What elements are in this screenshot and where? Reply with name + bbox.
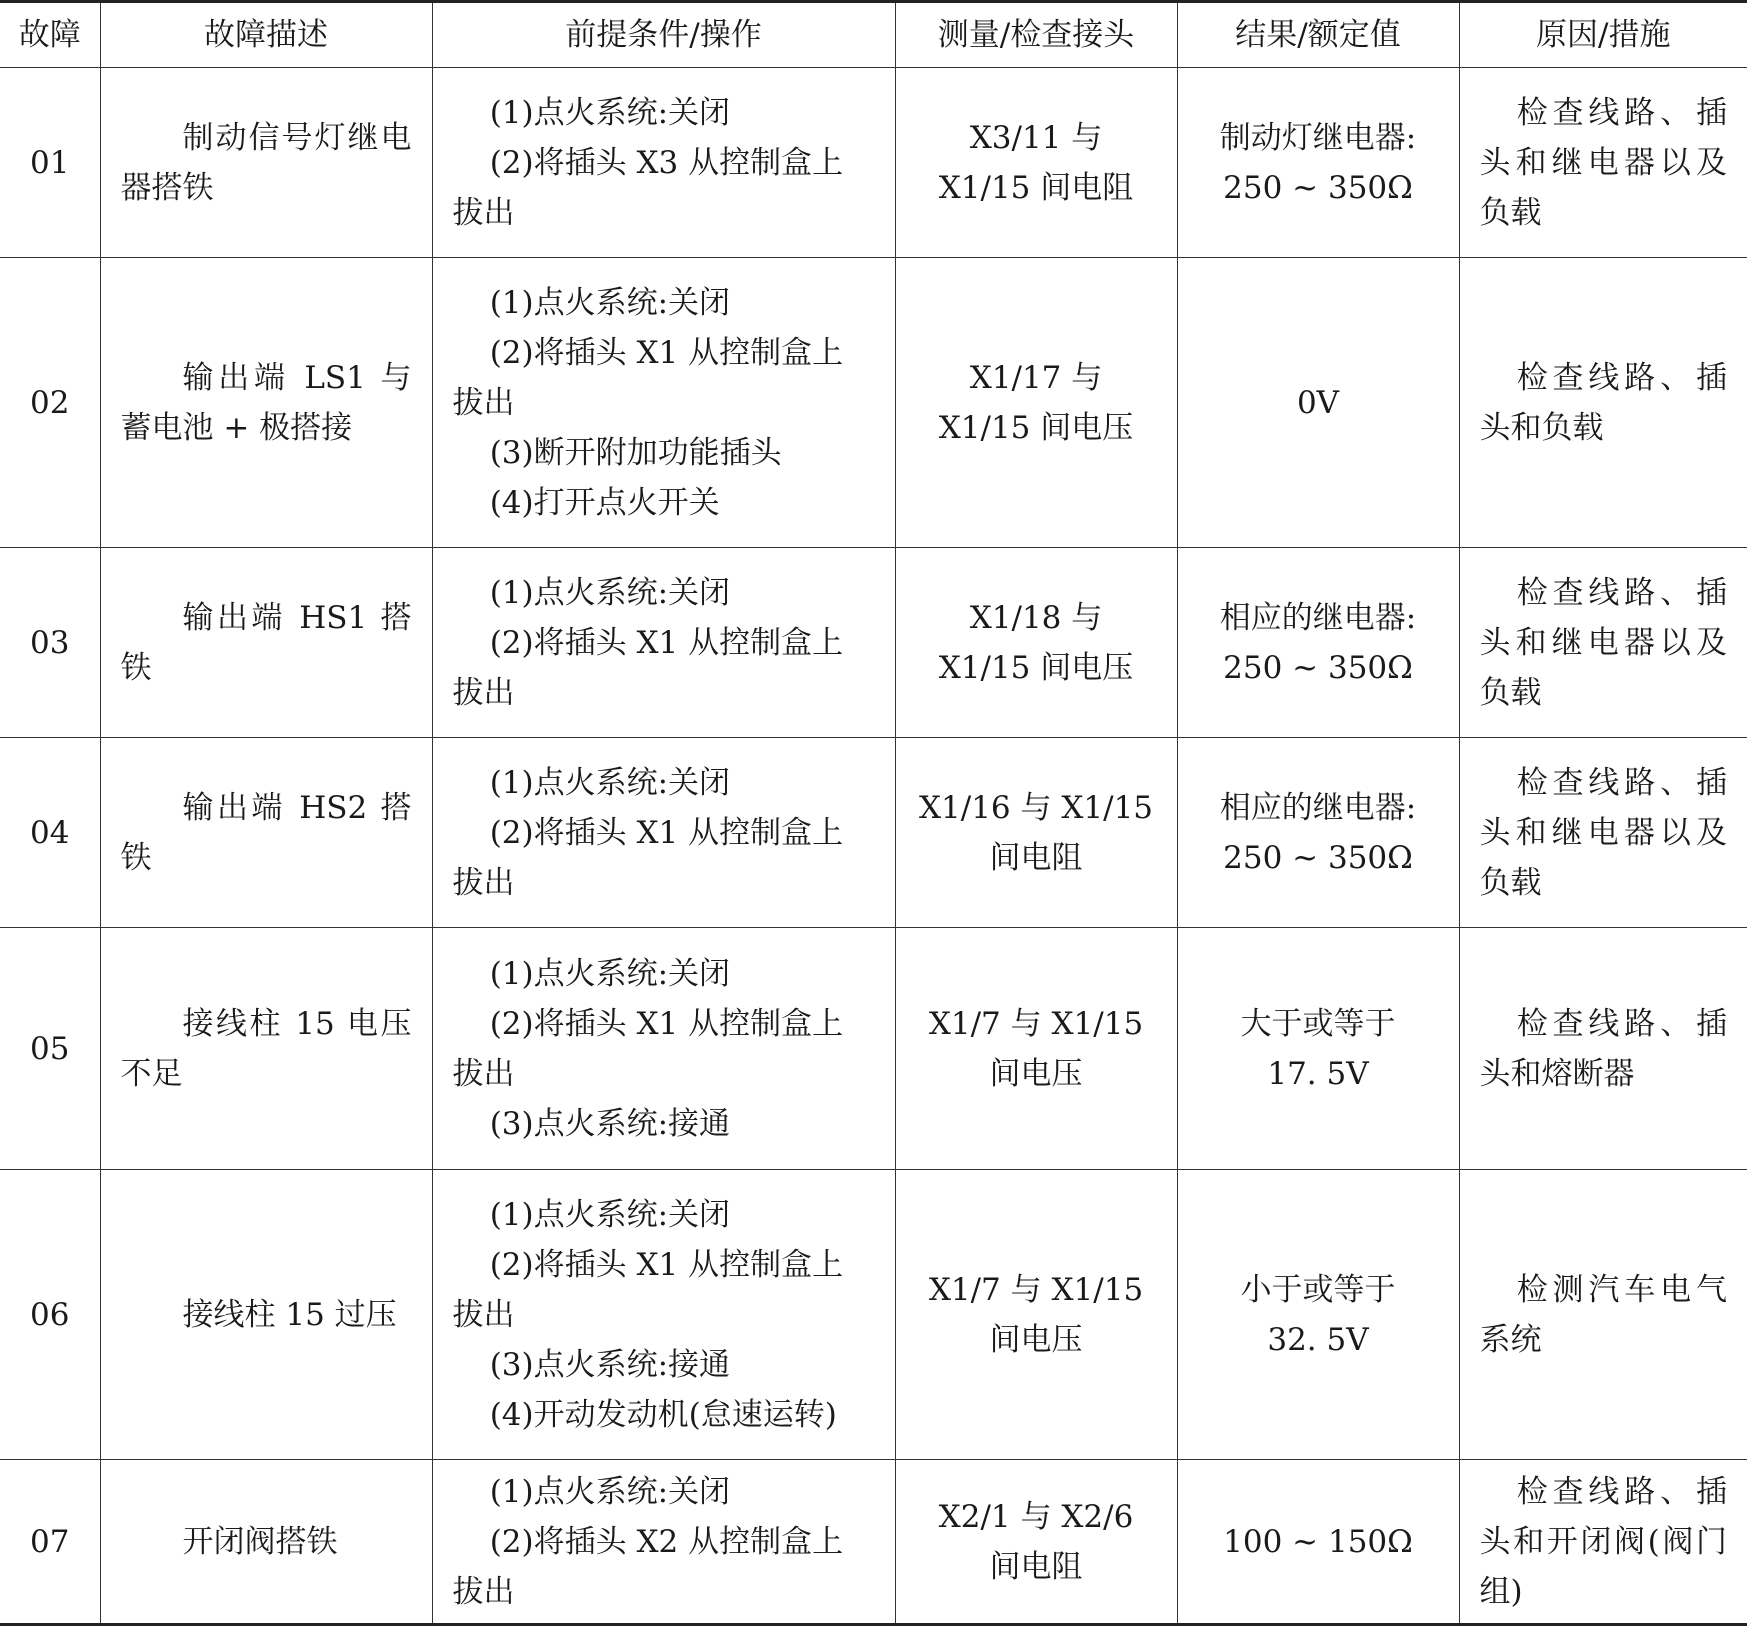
measurement-cell (895, 258, 1177, 548)
condition-step: (1)点火系统:关闭 (489, 574, 731, 611)
measurement-cell (895, 738, 1177, 928)
table-row (0, 1460, 1747, 1625)
measurement-line: X1/15 间电压 (938, 409, 1134, 446)
result-line: 17. 5V (1267, 1055, 1369, 1092)
result-cell (1177, 68, 1459, 258)
result-cell (1177, 1170, 1459, 1460)
action-cell: 检查线路、插头和继电器以及负载 (1459, 68, 1747, 258)
result-line: 相应的继电器: (1219, 599, 1417, 636)
measurement-line: X1/16 与 X1/15 (918, 789, 1154, 826)
fault-code-cell: 03 (0, 548, 100, 738)
result-cell (1177, 928, 1459, 1170)
measurement-line: X1/15 间电阻 (938, 169, 1134, 206)
measurement-line: 间电压 (989, 1055, 1083, 1092)
conditions-cell (432, 258, 895, 548)
result-cell (1177, 1460, 1459, 1625)
action-cell: 检查线路、插头和开闭阀(阀门组) (1459, 1460, 1747, 1625)
condition-step: (3)断开附加功能插头 (489, 434, 782, 471)
condition-step-continued: 拔出 (452, 194, 515, 231)
condition-step: (2)将插头 X1 从控制盒上 (489, 334, 844, 371)
condition-step-continued: 拔出 (452, 1296, 515, 1333)
fault-description-cell: 接线柱 15 过压 (100, 1170, 432, 1460)
condition-step: (2)将插头 X1 从控制盒上 (489, 1005, 844, 1042)
table-body (0, 68, 1747, 1625)
action-cell: 检查线路、插头和继电器以及负载 (1459, 548, 1747, 738)
measurement-line: X2/1 与 X2/6 (938, 1498, 1134, 1535)
header-conditions: 前提条件/操作 (432, 2, 895, 68)
fault-code-cell: 02 (0, 258, 100, 548)
measurement-line: 间电阻 (989, 1548, 1083, 1585)
fault-code-cell: 05 (0, 928, 100, 1170)
condition-step: (3)点火系统:接通 (489, 1105, 731, 1142)
condition-step: (1)点火系统:关闭 (489, 955, 731, 992)
measurement-cell (895, 1460, 1177, 1625)
condition-step: (1)点火系统:关闭 (489, 1196, 731, 1233)
measurement-line: X1/17 与 (969, 359, 1103, 396)
result-line: 小于或等于 (1240, 1271, 1396, 1308)
action-cell: 检查线路、插头和继电器以及负载 (1459, 738, 1747, 928)
conditions-cell (432, 1460, 895, 1625)
measurement-line: X1/7 与 X1/15 (928, 1271, 1144, 1308)
condition-step-continued: 拔出 (452, 384, 515, 421)
condition-step: (1)点火系统:关闭 (489, 764, 731, 801)
result-line: 100 ~ 150Ω (1223, 1523, 1413, 1560)
result-line: 制动灯继电器: (1219, 119, 1417, 156)
condition-step: (2)将插头 X1 从控制盒上 (489, 624, 844, 661)
fault-code-cell: 06 (0, 1170, 100, 1460)
action-cell: 检测汽车电气系统 (1459, 1170, 1747, 1460)
condition-step-continued: 拔出 (452, 674, 515, 711)
condition-step: (2)将插头 X1 从控制盒上 (489, 814, 844, 851)
fault-description-cell: 制动信号灯继电器搭铁 (100, 68, 432, 258)
condition-step: (4)开动发动机(怠速运转) (489, 1396, 837, 1433)
condition-step: (1)点火系统:关闭 (489, 94, 731, 131)
table-row (0, 1170, 1747, 1460)
action-cell: 检查线路、插头和负载 (1459, 258, 1747, 548)
condition-step: (1)点火系统:关闭 (489, 284, 731, 321)
result-line: 0V (1296, 384, 1340, 421)
condition-step: (4)打开点火开关 (489, 484, 720, 521)
measurement-line: X3/11 与 (969, 119, 1103, 156)
fault-code-cell: 07 (0, 1460, 100, 1625)
measurement-line: X1/15 间电压 (938, 649, 1134, 686)
result-line: 大于或等于 (1240, 1005, 1396, 1042)
condition-step: (2)将插头 X2 从控制盒上 (489, 1523, 844, 1560)
measurement-cell (895, 68, 1177, 258)
header-row (0, 2, 1747, 68)
fault-description-cell: 输出端 LS1 与蓄电池 + 极搭接 (100, 258, 432, 548)
measurement-line: 间电阻 (989, 839, 1083, 876)
result-cell (1177, 548, 1459, 738)
header-fault: 故障 (0, 2, 100, 68)
header-measurement: 测量/检查接头 (895, 2, 1177, 68)
condition-step-continued: 拔出 (452, 1573, 515, 1610)
action-cell: 检查线路、插头和熔断器 (1459, 928, 1747, 1170)
fault-description-cell: 开闭阀搭铁 (100, 1460, 432, 1625)
conditions-cell (432, 738, 895, 928)
result-line: 250 ~ 350Ω (1223, 839, 1413, 876)
table-row (0, 928, 1747, 1170)
condition-step: (3)点火系统:接通 (489, 1346, 731, 1383)
result-line: 相应的继电器: (1219, 789, 1417, 826)
fault-description-cell: 输出端 HS2 搭铁 (100, 738, 432, 928)
header-result: 结果/额定值 (1177, 2, 1459, 68)
header-action: 原因/措施 (1459, 2, 1747, 68)
result-line: 250 ~ 350Ω (1223, 649, 1413, 686)
measurement-line: 间电压 (989, 1321, 1083, 1358)
measurement-cell (895, 1170, 1177, 1460)
result-line: 32. 5V (1267, 1321, 1369, 1358)
condition-step: (1)点火系统:关闭 (489, 1473, 731, 1510)
table-row (0, 548, 1747, 738)
result-cell (1177, 258, 1459, 548)
fault-description-cell: 输出端 HS1 搭铁 (100, 548, 432, 738)
condition-step: (2)将插头 X3 从控制盒上 (489, 144, 844, 181)
measurement-cell (895, 928, 1177, 1170)
fault-code-cell: 04 (0, 738, 100, 928)
measurement-line: X1/18 与 (969, 599, 1103, 636)
conditions-cell (432, 928, 895, 1170)
measurement-line: X1/7 与 X1/15 (928, 1005, 1144, 1042)
measurement-cell (895, 548, 1177, 738)
fault-description-cell: 接线柱 15 电压不足 (100, 928, 432, 1170)
result-cell (1177, 738, 1459, 928)
table-row (0, 738, 1747, 928)
header-description: 故障描述 (100, 2, 432, 68)
condition-step: (2)将插头 X1 从控制盒上 (489, 1246, 844, 1283)
conditions-cell (432, 68, 895, 258)
condition-step-continued: 拔出 (452, 1055, 515, 1092)
result-line: 250 ~ 350Ω (1223, 169, 1413, 206)
table-row (0, 68, 1747, 258)
condition-step-continued: 拔出 (452, 864, 515, 901)
conditions-cell (432, 548, 895, 738)
conditions-cell (432, 1170, 895, 1460)
table-row (0, 258, 1747, 548)
fault-code-cell: 01 (0, 68, 100, 258)
